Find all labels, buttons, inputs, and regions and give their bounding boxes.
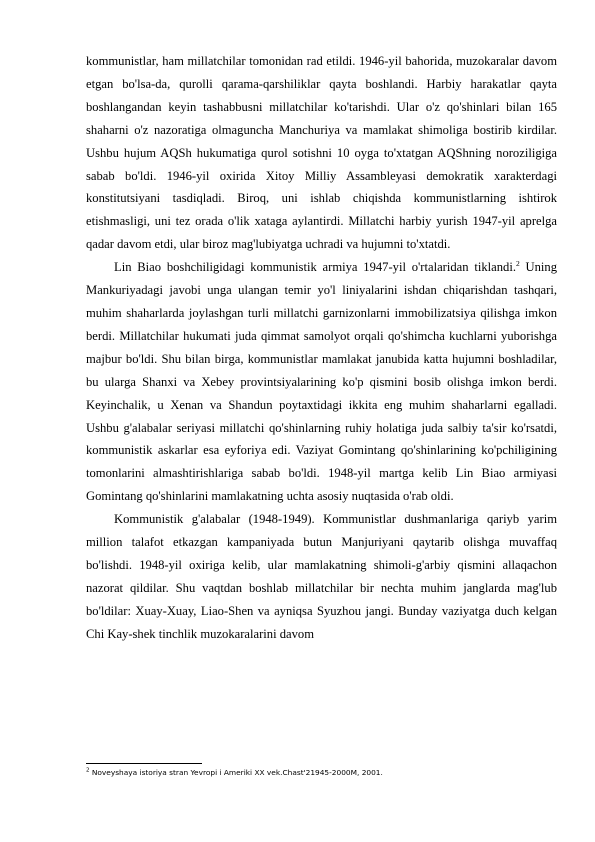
footnote-divider [86, 763, 202, 764]
footnote-reference[interactable]: 2 [515, 258, 520, 268]
paragraph-3: Kommunistik g'alabalar (1948-1949). Kommunistlar dushmanlariga qariyb yarim million talafot etkazgan kampaniyada butun Manjuriyani qaytarib olishga muvaffaq bo'lishdi. 1948-yil oxiriga kelib, ular mamlakatning shimoli-g'arbiy qismini allaqachon nazorat qildilar. Shu vaqtdan boshlab millatchilar bir nechta muhim janglarda mag'lub bo'ldilar: Xuay-Xuay, Liao-Shen va ayniqsa Syuzhou jangi. Bunday vaziyatga duch kelgan Chi Kay-shek tinchlik muzokaralarini davom [86, 512, 557, 641]
paragraph-2-rest: Uning Mankuriyadagi javobi unga ulangan temir yo'l liniyalarini ishdan chiqarishdan tashqari, muhim shaharlarda joylashgan turli millatchi garnizonlarni immobilizatsiya qilishga imkon berdi. Millatchilar hukumati juda qimmat samolyot orqali qo'shimcha kuchlarni yuborishga majbur bo'ldi. Shu bilan birga, kommunistlar mamlakat janubida katta hujumni boshladilar, bu ularga Shanxi va Xebey provintsiyalarining ko'p qismini bosib olishga imkon berdi. Keyinchalik, u Xenan va Shandun poytaxtidagi ikkita eng muhim shaharlarni egalladi. Ushbu g'alabalar seriyasi millatchi qo'shinlarning ruhiy holatiga juda salbiy ta'sir ko'rsatdi, kommunistik askarlar esa eyforiya edi. Vaziyat Gomintang qo'shinlarining ko'pchiligining tomonlarini almashtirishlariga sabab bo'ldi. 1948-yil martga kelib Lin Biao armiyasi Gomintang qo'shinlarini mamlakatning uchta asosiy nuqtasida o'rab oldi. [86, 260, 557, 504]
paragraph-2 [86, 256, 557, 508]
footnote [86, 767, 557, 779]
paragraph-1: kommunistlar, ham millatchilar tomonidan rad etildi. 1946-yil bahorida, muzokaralar davom etgan bo'lsa-da, qurolli qarama-qarshiliklar qayta boshlandi. Harbiy harakatlar qayta boshlangandan keyin tashabbusni millatchilar ko'tarishdi. Ular o'z qo'shinlari bilan 165 shaharni o'z nazoratiga olmaguncha Manchuriya va mamlakat shimoliga bostirib kirdilar. Ushbu hujum AQSh hukumatiga qurol sotishni 10 oyga to'xtatgan AQShning noroziligiga sabab bo'ldi. 1946-yil oxirida Xitoy Milliy Assambleyasi demokratik xarakterdagi konstitutsiyani tasdiqladi. Biroq, uni ishlab chiqishda kommunistlarning ishtirok etishmasligi, uni tez orada o'lik xataga aylantirdi. Millatchi harbiy yurish 1947-yil aprelga qadar davom etdi, ular biroz mag'lubiyatga uchradi va hujumni to'xtatdi. [86, 54, 557, 252]
footnote-text: Noveyshaya istoriya stran Yevropi i Ameriki XX vek.Chast'21945-2000M, 2001. [89, 768, 383, 777]
paragraph-2-lead: Lin Biao boshchiligidagi kommunistik armiya 1947-yil o'rtalaridan tiklandi. [114, 260, 516, 275]
footnote-mark: 2 [86, 767, 90, 774]
body-text [86, 50, 557, 646]
